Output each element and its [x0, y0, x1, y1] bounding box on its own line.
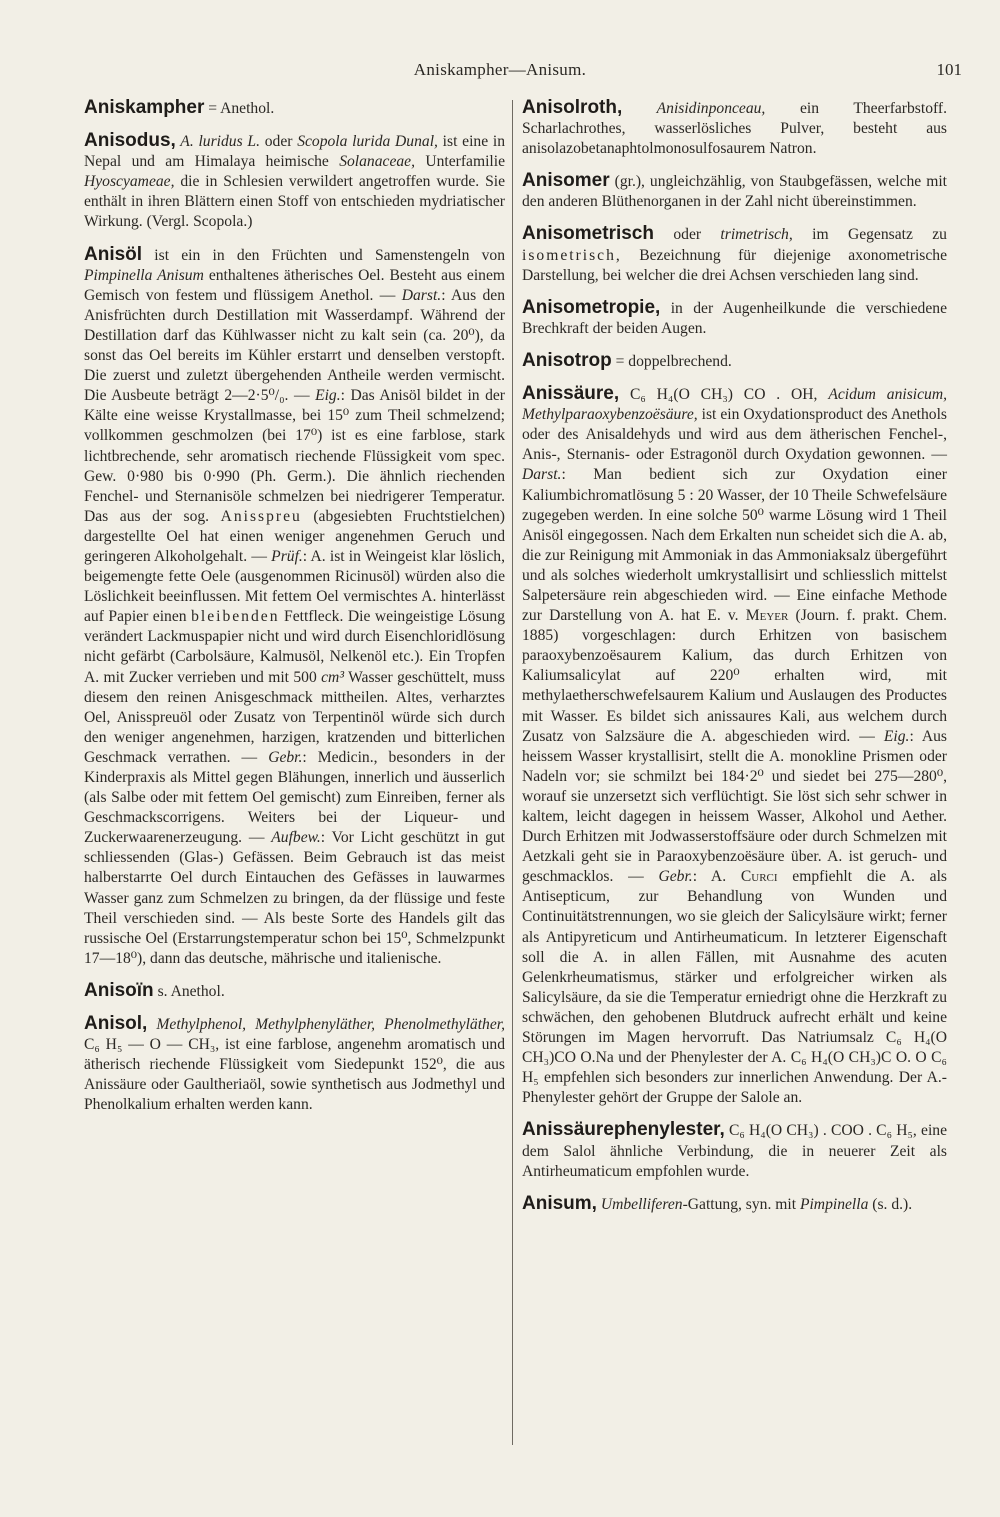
headword: Anisometropie, [522, 296, 661, 318]
italic-text: Pimpinella Anisum [84, 266, 204, 284]
headword: Anissäurephenylester, [522, 1119, 725, 1141]
headword: Anisum, [522, 1192, 597, 1214]
italic-text: Gebr. [268, 748, 303, 766]
entry-text: : Aus heissem Wasser krystallisirt, stellt die A. monokline Prismen oder Nadeln vor; sie schmilzt bei 184·2⁰ und siedet bei 275—280⁰, worauf sie unzersetzt sich verflüchtigt. Sie löst sich sehr schwer in kaltem, leicht dagegen in heissem Wasser, Alkohol und Aether. Durch Erhitzen mit Jodwasserstoffsäure oder durch Schmelzen mit Aetzkali geht sie in Paraoxybenzoësäure über. A. ist geruch- und geschmacklos. — [522, 727, 948, 886]
entry-anisomer [522, 171, 947, 212]
entry-anissaeure [522, 384, 947, 1108]
page-number: 101 [936, 60, 962, 79]
entry-text: enthaltenes ätherisches Oel. Besteht aus einem Gemisch von festem und flüssigem Anethol. — [84, 266, 505, 304]
italic-text: Hyoscyameae, [84, 173, 175, 191]
entry-text: : Vor Licht geschützt in gut schliessenden (Glas-) Gefässen. Beim Gebrauch ist das meist halberstarrte Oel durch Eintauchen des Gefässes in lauwarmes Wasser ganz zum Schmelzen zu bringen, da der flüssige und feste Theil verschieden sind. — Als beste Sorte des Handels gilt das russische Oel (Erstarrungstemperatur schon bei 15⁰, Schmelzpunkt 17—18⁰), dann das deutsche, mährische und italienische. [84, 829, 505, 967]
entry-text: : Man bedient sich zur Oxydation einer Kaliumbichromatlösung 5 : 20 Wasser, der 10 Theile Schwefelsäure zugegeben werden. In eine solche 50⁰ warme Lösung wird 1 Theil Anisöl eingegossen. Nach dem Erkalten nun scheidet sich die A. ab, die zur Reinigung mit Ammoniak in das Ammoniaksalz übergeführt und als solches wiederholt umkrystallisirt und schliesslich mittelst Salpetersäure rein abgeschieden wird. — Eine einfache Methode zur Darstellung von A. hat E. v. [522, 466, 947, 625]
spaced-text: Anisspreu [220, 507, 302, 525]
entry-text: oder [653, 226, 721, 244]
italic-text: cm³ [321, 668, 344, 686]
spaced-text: bleibenden [191, 608, 280, 626]
italic-text: Eig. [315, 387, 341, 405]
entry-text: in der Augenheilkunde die verschiedene Brechkraft der beiden Augen. [522, 299, 947, 337]
italic-text: trimetrisch, [720, 226, 793, 244]
italic-text: Umbelliferen [596, 1195, 683, 1213]
entry-text: : Medicin., besonders in der Kinderpraxis als Mittel gegen Blähungen, innerlich und äusserlich (als Salbe oder mit fettem Oel gemischt) zum Einreiben, ferner als Geschmackscorrigens. Weiters bei der Liqueur- und Zuckerwaarenerzeugung. — [84, 748, 505, 847]
entry-text: C₆ H₄(O CH₃) CO . OH, [619, 386, 829, 404]
entry-text: ein Theerfarbstoff. Scharlachrothes, wasserlösliches Pulver, besteht aus anisolazobetanaphtolmonosulfosaurem Natron. [522, 100, 947, 158]
entry-anisoel [84, 245, 505, 969]
headword: Anisomer [522, 170, 610, 192]
entry-text: -Gattung, syn. mit [682, 1195, 800, 1213]
entry-text: oder [259, 133, 298, 151]
entry-text: : Aus den Anisfrüchten durch Destillation mit Wasserdampf. Während der Destillation darf das Kühlwasser nicht zu kalt sein (ca. 20⁰), da sonst das Oel bereits im Kühler erstarrt und denselben verstopft. Die zuerst und zuletzt übergehenden Antheile werden vermischt. Die Ausbeute beträgt 2—2·5⁰/₀. — [84, 286, 506, 405]
italic-text: Eig. [883, 727, 910, 745]
entry-anisodus [84, 131, 505, 232]
entry-text: die in Schlesien verwildert angetroffen wurde. Sie enthält in ihren Blättern einen Stoff von entschieden mydriatischer Wirkung. (Vergl. Scopola.) [84, 173, 505, 231]
right-column [522, 98, 947, 1227]
italic-text: Anisidinponceau, [622, 100, 766, 117]
entry-text: (abgesiebten Fruchtstielchen) dargestellte Oel hat einen weniger angenehmen Geruch und geringeren Alkoholgehalt. — [84, 507, 505, 565]
entry-text: : Das Anisöl bildet in der Kälte eine weisse Krystallmasse, bei 15⁰ zum Theil schmelzend; vollkommen geschmolzen (bei 17⁰) ist es eine farblose, stark lichtbrechende, sehr aromatisch riechende Flüssigkeit vom spec. Gew. 0·980 bis 0·990 (Ph. Germ.). Die ähnlich riechenden Fenchel- und Sternanisöle schmelzen bei niedrigerer Temperatur. Das aus der sog. [84, 387, 506, 525]
entry-text: Bezeichnung für diejenige axonometrische Darstellung, bei welcher die drei Achsen verschieden lang sind. [522, 246, 947, 284]
entry-text: = Anethol. [204, 100, 275, 117]
entry-text: (Journ. f. prakt. Chem. 1885) vorgeschlagen: durch Erhitzen von basischem paraoxybenzoësaurem Kalium, das durch Erhitzen von Kaliumsalicylat auf 220⁰ erhalten wird, mit methylaetherschwefelsaurem Kalium und Auslaugen des Productes mit Wasser. Es bildet sich anissaures Kali, aus welchem durch Zusatz von Salzsäure die A. abgeschieden wird. — [522, 607, 947, 745]
entry-aniskampher [84, 98, 505, 119]
entry-anisoin [84, 981, 505, 1002]
entry-anisometrisch [522, 224, 947, 285]
headword: Anisöl [84, 243, 143, 265]
entry-anisum [522, 1194, 947, 1215]
headword: Anissäure, [522, 383, 620, 405]
running-head: Aniskampher—Anisum. [413, 60, 587, 79]
italic-text: Aufbew. [271, 829, 321, 847]
italic-text: Scopola lurida Dunal, [297, 133, 438, 151]
column-divider [512, 100, 513, 1445]
headword: Anisodus, [84, 130, 176, 152]
smallcaps-text: Curci [740, 868, 778, 886]
italic-text: A. luridus L. [175, 133, 260, 151]
italic-text: Acidum anisicum, Methylparaoxybenzoësäure, [522, 386, 947, 424]
headword: Anisol, [84, 1013, 148, 1035]
entry-text: ist ein in den Früchten und Samenstengeln von [142, 246, 505, 264]
entry-text: : A. [692, 868, 741, 886]
headword: Anisoïn [84, 979, 154, 1001]
entry-anisol [84, 1014, 505, 1115]
entry-text: im Gegensatz zu [792, 226, 947, 244]
entry-text: C₆ H₄(O CH₃) . COO . C₆ H₅, eine dem Salol ähnliche Verbindung, die in neuerer Zeit als Antirheumaticum empfohlen wurde. [522, 1122, 947, 1180]
headword: Aniskampher [84, 97, 205, 118]
entry-anissaeurephenylester [522, 1120, 947, 1181]
spaced-text: isometrisch, [522, 246, 622, 264]
headword: Anisotrop [522, 349, 612, 371]
headword: Anisolroth, [522, 97, 623, 118]
entry-text: : A. ist in Weingeist klar löslich, beigemengte fette Oele (ausgenommen Ricinusöl) würden also die Löslichkeit beeinflussen. Mit fettem Oel vermischtes A. hinterlässt auf Papier einen [84, 547, 505, 626]
italic-text: Darst. [522, 466, 562, 484]
italic-text: Pimpinella [799, 1195, 869, 1213]
entry-anisometropie [522, 298, 947, 339]
entry-text: = doppelbrechend. [611, 352, 732, 370]
entry-text: Wasser geschüttelt, muss diesem den reinen Anisgeschmack mittheilen. Altes, verharztes Oel, Anisspreuöl oder Zusatz von Terpentinöl würde sich durch den weniger angenehmen, harzigen, kratzenden und bitterlichen Geschmack verrathen. — [84, 668, 505, 766]
entry-text: C₆ H₅ — O — CH₃, ist eine farblose, angenehm aromatisch und ätherisch riechende Flüssigkeit vom Siedepunkt 152⁰, die aus Anissäure oder Gaultheriaöl, sowie synthetisch aus Jodmethyl und Phenolkalium erhalten werden kann. [84, 1036, 505, 1114]
left-column [84, 98, 505, 1128]
entry-anisotrop [522, 351, 947, 372]
entry-text: (gr.), ungleichzählig, von Staubgefässen, welche mit den anderen Blüthenorganen in der Zahl nicht übereinstimmen. [522, 173, 947, 211]
entry-text: (s. d.). [868, 1195, 913, 1213]
italic-text: Solanaceae, [339, 153, 415, 171]
italic-text: Methylphenol, Methylphenyläther, Phenolmethyläther, [147, 1016, 505, 1034]
entry-text: ist ein Oxydationsproduct des Anethols oder des Anisaldehyds und wird aus dem ätherischen Fenchel-, Anis-, Sternanis- oder Estragonöl durch Oxydation gewonnen. — [522, 406, 947, 464]
italic-text: Prüf. [271, 547, 303, 565]
entry-text: s. Anethol. [153, 982, 225, 1000]
entry-text: Fettfleck. Die weingeistige Lösung verändert Lackmuspapier nicht und wird durch Eisenchloridlösung nicht gefärbt (Carbolsäure, Kalmusöl, Nelkenöl etc.). Ein Tropfen A. mit Zucker verrieben und mit 500 [84, 608, 505, 686]
entry-anisolroth [522, 98, 947, 159]
entry-text: empfiehlt die A. als Antisepticum, zur Behandlung von Wunden und Continuitätstrennungen, wo sie gleich der Salicylsäure wirkt; ferner als Antipyreticum und Antirheumaticum. In letzterer Eigenschaft soll die A. in allen Fällen, mit Ausnahme des acuten Gelenkrheumatismus, stärker und erfolgreicher wirken als Salicylsäure, da sie die Temperatur erniedrigt ohne die Herzkraft zu schwächen, den gehobenen Blutdruck aufrecht erhält und keine Störungen im Magen hervorruft. Das Natriumsalz C₆ H₄(O CH₃)CO O.Na und der Phenylester der A. C₆ H₄(O CH₃)C O. O C₆ H₅ empfehlen sich besonders zur innerlichen Anwendung. Der A.-Phenylester gehört der Gruppe der Salole an. [522, 868, 947, 1107]
italic-text: Darst. [401, 286, 442, 304]
entry-text: Unterfamilie [414, 153, 505, 171]
headword: Anisometrisch [522, 223, 654, 245]
italic-text: Gebr. [658, 868, 693, 886]
smallcaps-text: Meyer [745, 607, 789, 625]
entry-text: ist eine in Nepal und am Himalaya heimische [84, 133, 505, 171]
